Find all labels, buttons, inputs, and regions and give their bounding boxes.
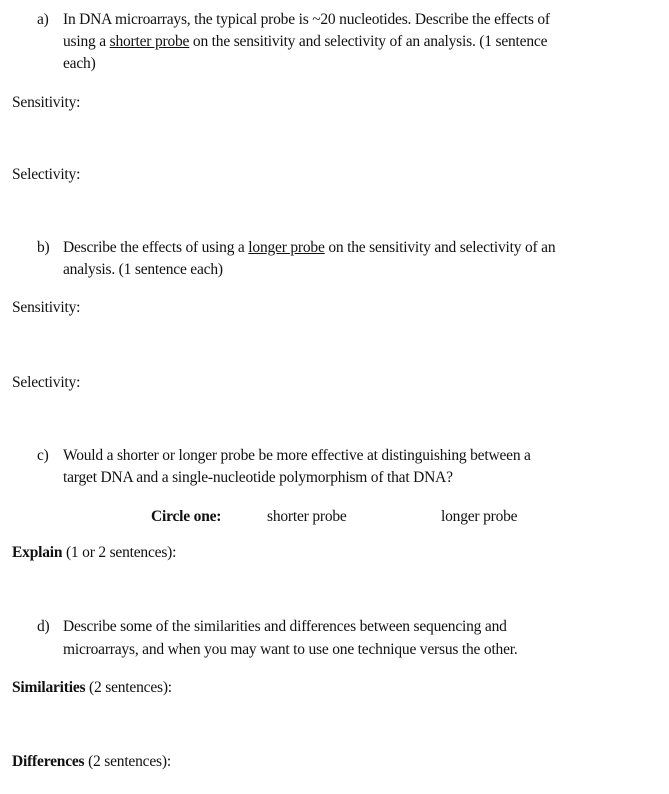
text: Differences [12, 753, 85, 770]
part-b-question-line-1 [63, 238, 555, 258]
part-c-question-line-1: Would a shorter or longer probe be more effective at distinguishing between a [63, 447, 531, 464]
text: (1 or 2 sentences): [62, 544, 177, 561]
similarities-label [12, 678, 172, 698]
text: (2 sentences): [85, 679, 172, 696]
differences-label [12, 752, 171, 772]
part-a-question-line-1: In DNA microarrays, the typical probe is ~20 nucleotides. Describe the effects of [63, 11, 550, 28]
underlined-shorter-probe: shorter probe [109, 33, 190, 50]
part-a-marker: a) [37, 11, 49, 28]
part-b-sensitivity-label: Sensitivity: [12, 299, 81, 316]
part-a-question-line-3: each) [63, 55, 96, 72]
part-d-marker: d) [37, 618, 50, 635]
part-d-question-line-2: microarrays, and when you may want to use one technique versus the other. [63, 641, 518, 658]
text: Describe the effects of using a [63, 239, 249, 256]
part-a-selectivity-label: Selectivity: [12, 166, 81, 183]
text: Explain [12, 544, 63, 561]
text: (2 sentences): [84, 753, 171, 770]
text: on the sensitivity and selectivity of an [324, 239, 556, 256]
part-d-question-line-1: Describe some of the similarities and differences between sequencing and [63, 618, 507, 635]
option-longer-probe[interactable]: longer probe [441, 508, 518, 525]
part-b-selectivity-label: Selectivity: [12, 374, 81, 391]
text: Similarities [12, 679, 86, 696]
underlined-longer-probe: longer probe [248, 239, 325, 256]
part-b-question-line-2: analysis. (1 sentence each) [63, 261, 223, 278]
explain-label [12, 543, 176, 563]
part-b-marker: b) [37, 239, 50, 256]
part-a-sensitivity-label: Sensitivity: [12, 94, 81, 111]
circle-one-label: Circle one: [151, 508, 222, 525]
text: using a [63, 33, 110, 50]
part-c-marker: c) [37, 447, 49, 464]
text: on the sensitivity and selectivity of an analysis. (1 sentence [189, 33, 548, 50]
part-c-question-line-2: target DNA and a single-nucleotide polymorphism of that DNA? [63, 469, 453, 486]
option-shorter-probe[interactable]: shorter probe [267, 508, 347, 525]
part-a-question-line-2 [63, 32, 547, 52]
